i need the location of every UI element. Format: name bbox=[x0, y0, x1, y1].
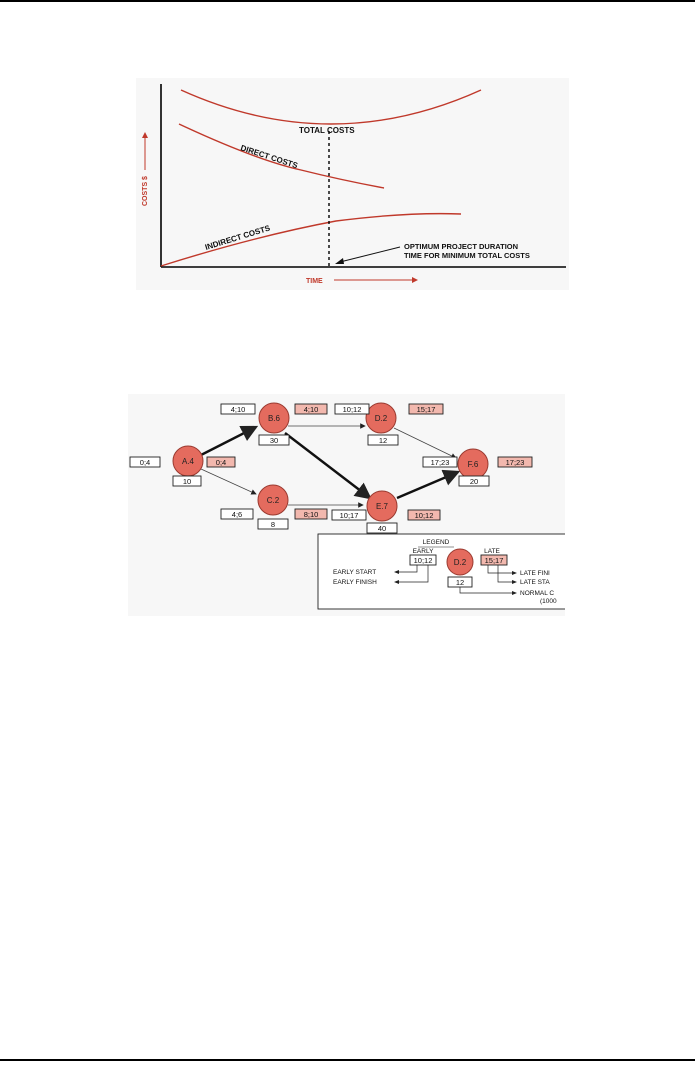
node-c-late: 8;10 bbox=[303, 510, 319, 519]
y-axis-arrow-head bbox=[142, 132, 148, 138]
node-b-label: B.6 bbox=[267, 414, 281, 423]
network-svg bbox=[128, 394, 565, 616]
arrow-a-b bbox=[201, 427, 256, 455]
node-b-early: 4;10 bbox=[230, 405, 246, 414]
legend-title: LEGEND bbox=[422, 539, 450, 546]
x-axis-label: TIME bbox=[306, 278, 323, 285]
project-network-figure bbox=[128, 394, 565, 616]
direct-costs-label: DIRECT COSTS bbox=[239, 143, 299, 171]
legend-late-finish: LATE FINI bbox=[520, 570, 550, 577]
node-e-label: E.7 bbox=[375, 502, 389, 511]
legend-early-finish: EARLY FINISH bbox=[333, 579, 377, 586]
node-e-early: 10;17 bbox=[339, 511, 359, 520]
total-costs-label: TOTAL COSTS bbox=[299, 126, 355, 135]
activity-node-b bbox=[221, 403, 327, 445]
node-b-cost: 30 bbox=[269, 436, 279, 445]
legend-early-start: EARLY START bbox=[333, 569, 377, 576]
annotation-line-2: TIME FOR MINIMUM TOTAL COSTS bbox=[404, 251, 530, 260]
node-f-label: F.6 bbox=[467, 460, 479, 469]
indirect-costs-label: INDIRECT COSTS bbox=[203, 223, 272, 252]
page-top-rule bbox=[0, 0, 695, 2]
legend-late-start: LATE STA bbox=[520, 579, 550, 586]
node-e-cost: 40 bbox=[377, 524, 387, 533]
activity-node-e bbox=[332, 491, 440, 533]
activity-node-d bbox=[335, 403, 443, 445]
annotation-line-1: OPTIMUM PROJECT DURATION bbox=[404, 242, 519, 251]
node-b-late: 4;10 bbox=[303, 405, 319, 414]
node-c-early: 4;6 bbox=[231, 510, 243, 519]
legend-normal-cost: NORMAL C bbox=[520, 590, 555, 597]
node-a-cost: 10 bbox=[182, 477, 192, 486]
node-a-early: 0;4 bbox=[139, 458, 151, 467]
node-d-late: 15;17 bbox=[416, 405, 436, 414]
legend-late-box: 15;17 bbox=[484, 556, 504, 565]
legend-late-title: LATE bbox=[484, 548, 500, 555]
cost-time-tradeoff-figure bbox=[136, 78, 569, 290]
node-f-late: 17;23 bbox=[505, 458, 525, 467]
arrow-b-e bbox=[285, 433, 370, 498]
y-axis-label: COSTS $ bbox=[142, 176, 149, 206]
total-costs-curve bbox=[181, 90, 481, 124]
legend-early-box: 10;12 bbox=[413, 556, 433, 565]
node-d-early: 10;12 bbox=[342, 405, 362, 414]
node-c-cost: 8 bbox=[270, 520, 276, 529]
x-axis-arrow-head bbox=[412, 277, 418, 283]
cost-chart-svg bbox=[136, 78, 569, 290]
node-e-late: 10;12 bbox=[414, 511, 434, 520]
arrow-d-f bbox=[394, 428, 456, 458]
node-a-label: A.4 bbox=[181, 457, 195, 466]
node-d-label: D.2 bbox=[374, 414, 388, 423]
legend-node-label: D.2 bbox=[453, 558, 467, 567]
node-f-early: 17;23 bbox=[430, 458, 450, 467]
activity-node-a bbox=[130, 446, 235, 486]
legend-normal-cost-value: (1000 bbox=[540, 598, 557, 605]
node-f-cost: 20 bbox=[469, 477, 479, 486]
annotation-arrow-head bbox=[335, 258, 344, 264]
node-d-cost: 12 bbox=[378, 436, 388, 445]
page-bottom-rule bbox=[0, 1059, 695, 1061]
legend-cost-box: 12 bbox=[455, 578, 465, 587]
arrow-a-c bbox=[201, 469, 256, 494]
node-a-late: 0;4 bbox=[215, 458, 227, 467]
activity-node-c bbox=[221, 485, 327, 529]
arrow-e-f bbox=[397, 472, 458, 498]
annotation-arrow-line bbox=[340, 247, 400, 262]
node-c-label: C.2 bbox=[266, 496, 280, 505]
legend-early-title: EARLY bbox=[412, 548, 434, 555]
network-legend bbox=[318, 534, 565, 609]
